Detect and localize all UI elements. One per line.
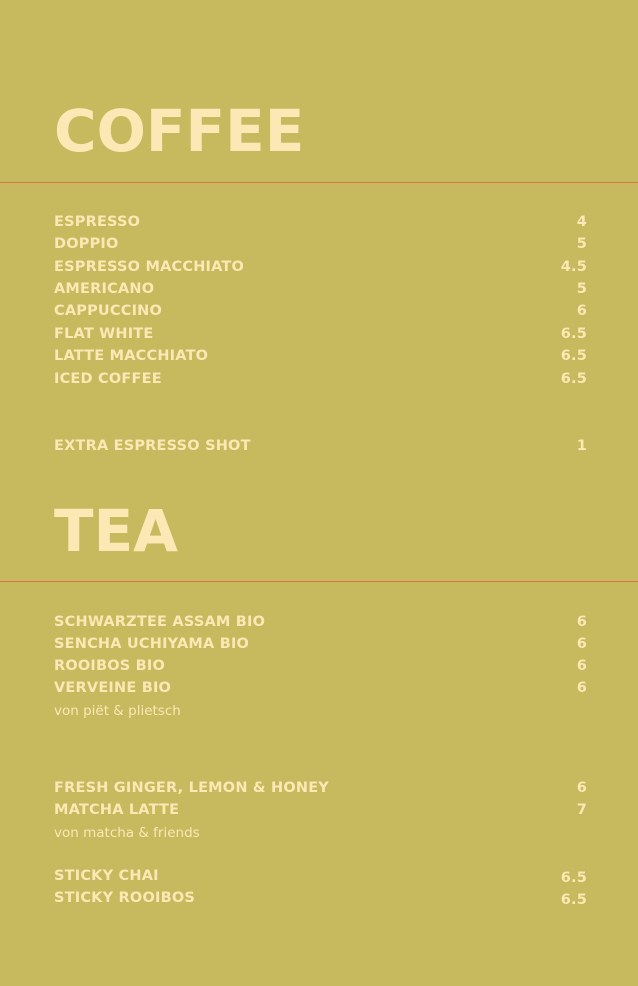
menu-item-name: SENCHA UCHIYAMA BIO (54, 636, 250, 652)
menu-item-price: 1 (576, 438, 587, 454)
menu-item-price: 7 (576, 802, 587, 818)
menu-item-name: FLAT WHITE (54, 326, 154, 342)
menu-item-price: 6 (576, 658, 587, 674)
menu-item-price: 6 (576, 303, 587, 319)
menu-item-price: 4.5 (560, 259, 587, 275)
menu-item-sticky-rooibos (54, 887, 587, 909)
menu-item-price: 6.5 (560, 870, 587, 886)
menu-item-name: STICKY ROOIBOS (54, 890, 195, 906)
menu-item-name: SCHWARZTEE ASSAM BIO (54, 614, 266, 630)
menu-item-cappuccino (54, 300, 587, 322)
menu-item-extra-espresso-shot (54, 435, 587, 457)
menu-item-name: ESPRESSO MACCHIATO (54, 259, 245, 275)
menu-item-name: ROOIBOS BIO (54, 658, 166, 674)
menu-item-latte-macchiato (54, 345, 587, 367)
menu-item-name: FRESH GINGER, LEMON & HONEY (54, 780, 330, 796)
menu-item-price: 6 (576, 680, 587, 696)
menu-item-price: 5 (576, 236, 587, 252)
menu-item-price: 6.5 (560, 371, 587, 387)
menu-item-name: DOPPIO (54, 236, 119, 252)
menu-item-price: 5 (576, 281, 587, 297)
menu-item-price: 6.5 (560, 892, 587, 908)
menu-item-name: ICED COFFEE (54, 371, 162, 387)
menu-item-americano (54, 278, 587, 300)
tea-divider (0, 581, 638, 582)
menu-item-name: VERVEINE BIO (54, 680, 172, 696)
menu-item-rooibos-bio (54, 655, 587, 677)
menu-item-espresso-macchiato (54, 256, 587, 278)
supplier-note: von matcha & friends (54, 825, 200, 841)
supplier-note: von piët & plietsch (54, 703, 181, 719)
coffee-divider (0, 182, 638, 183)
menu-item-name: LATTE MACCHIATO (54, 348, 209, 364)
coffee-section-title: COFFEE (54, 97, 305, 165)
menu-item-price: 6 (576, 636, 587, 652)
menu-item-name: STICKY CHAI (54, 868, 159, 884)
menu-item-sencha-uchiyama-bio (54, 633, 587, 655)
menu-item-price: 6 (576, 780, 587, 796)
tea-section-title: TEA (54, 497, 179, 565)
menu-item-name: EXTRA ESPRESSO SHOT (54, 438, 251, 454)
menu-item-doppio (54, 233, 587, 255)
menu-item-fresh-ginger-lemon-honey (54, 777, 587, 799)
menu-item-name: AMERICANO (54, 281, 155, 297)
menu-item-price: 6.5 (560, 348, 587, 364)
menu-item-price: 6.5 (560, 326, 587, 342)
menu-item-name: CAPPUCCINO (54, 303, 163, 319)
menu-item-price: 4 (576, 214, 587, 230)
menu-item-espresso (54, 211, 587, 233)
menu-item-flat-white (54, 323, 587, 345)
menu-item-matcha-latte (54, 799, 587, 821)
menu-item-name: MATCHA LATTE (54, 802, 180, 818)
menu-item-price: 6 (576, 614, 587, 630)
menu-item-iced-coffee (54, 368, 587, 390)
menu-item-sticky-chai (54, 865, 587, 887)
menu-item-name: ESPRESSO (54, 214, 141, 230)
menu-item-verveine-bio (54, 677, 587, 699)
menu-item-schwarztee-assam-bio (54, 611, 587, 633)
